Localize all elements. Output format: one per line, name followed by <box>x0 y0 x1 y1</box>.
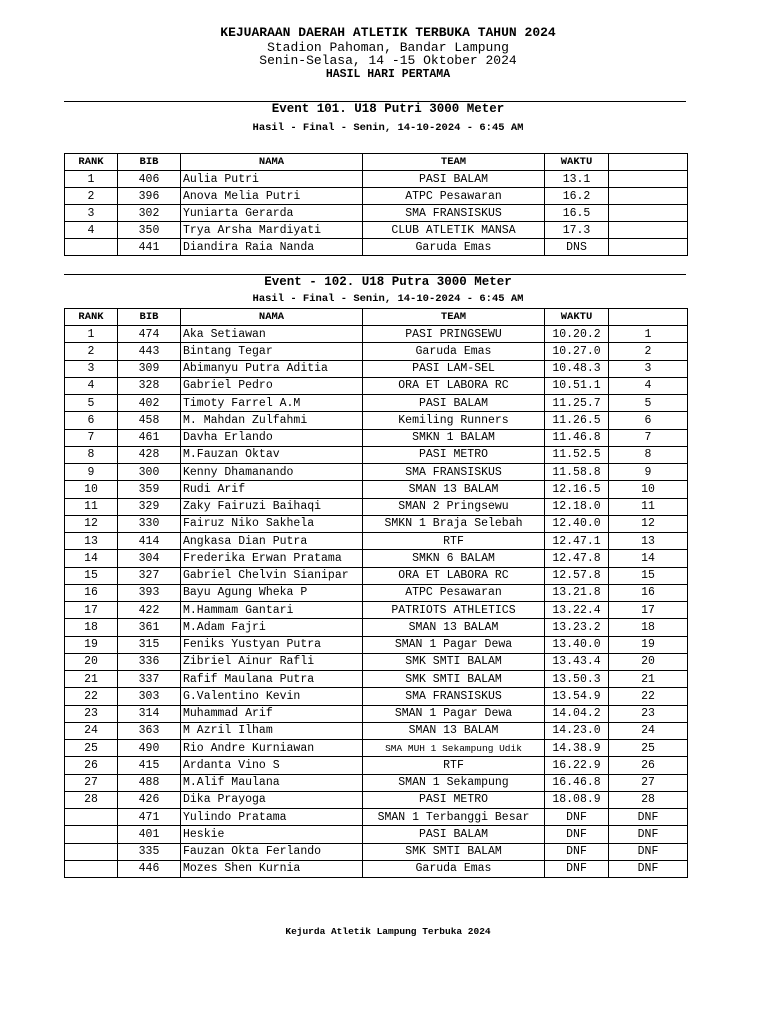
rank-cell: 1 <box>65 326 118 343</box>
event1-subtitle: Hasil - Final - Senin, 14-10-2024 - 6:45 AM <box>252 122 524 134</box>
place-cell: DNF <box>609 826 688 843</box>
bib-cell: 458 <box>118 412 181 429</box>
bib-cell: 471 <box>118 809 181 826</box>
place-cell: 15 <box>609 567 688 584</box>
name-cell: Fairuz Niko Sakhela <box>181 515 363 532</box>
table-row <box>65 843 688 860</box>
bib-cell: 327 <box>118 567 181 584</box>
table-row <box>65 498 688 515</box>
rank-cell: 17 <box>65 602 118 619</box>
bib-cell: 441 <box>118 239 181 256</box>
name-cell: Gabriel Pedro <box>181 377 363 394</box>
time-cell: 11.26.5 <box>545 412 609 429</box>
team-cell: PASI PRINGSEWU <box>363 326 545 343</box>
place-cell: DNF <box>609 843 688 860</box>
table-header-row <box>65 309 688 326</box>
place-cell: 7 <box>609 429 688 446</box>
place-cell: 8 <box>609 446 688 463</box>
day-label: HASIL HARI PERTAMA <box>325 68 451 81</box>
rank-cell <box>65 860 118 877</box>
table-row <box>65 688 688 705</box>
time-cell: 14.38.9 <box>545 740 609 757</box>
team-cell: PATRIOTS ATHLETICS <box>363 602 545 619</box>
column-header: RANK <box>65 309 118 326</box>
table-row <box>65 171 688 188</box>
table-row <box>65 360 688 377</box>
time-cell: 16.5 <box>545 205 609 222</box>
bib-cell: 302 <box>118 205 181 222</box>
name-cell: Feniks Yustyan Putra <box>181 636 363 653</box>
time-cell: 10.51.1 <box>545 377 609 394</box>
column-header: TEAM <box>363 154 545 171</box>
name-cell: Fauzan Okta Ferlando <box>181 843 363 860</box>
rank-cell: 26 <box>65 757 118 774</box>
time-cell: 13.1 <box>545 171 609 188</box>
bib-cell: 402 <box>118 395 181 412</box>
bib-cell: 488 <box>118 774 181 791</box>
table-row <box>65 722 688 739</box>
team-cell: SMK SMTI BALAM <box>363 671 545 688</box>
venue-line: Stadion Pahoman, Bandar Lampung <box>267 40 509 55</box>
place-cell: 12 <box>609 515 688 532</box>
team-cell: SMA FRANSISKUS <box>363 464 545 481</box>
team-cell: SMAN 1 Pagar Dewa <box>363 636 545 653</box>
place-cell: DNF <box>609 809 688 826</box>
rank-cell: 4 <box>65 222 118 239</box>
place-cell: 27 <box>609 774 688 791</box>
place-cell: 10 <box>609 481 688 498</box>
team-cell: RTF <box>363 757 545 774</box>
team-cell: PASI BALAM <box>363 395 545 412</box>
place-cell <box>609 222 688 239</box>
rank-cell <box>65 809 118 826</box>
event1-title: Event 101. U18 Putri 3000 Meter <box>271 102 505 116</box>
bib-cell: 336 <box>118 653 181 670</box>
table-row <box>65 774 688 791</box>
rank-cell <box>65 843 118 860</box>
bib-cell: 443 <box>118 343 181 360</box>
bib-cell: 428 <box>118 446 181 463</box>
place-cell: 6 <box>609 412 688 429</box>
team-cell: SMAN 2 Pringsewu <box>363 498 545 515</box>
time-cell: 16.2 <box>545 188 609 205</box>
rank-cell: 3 <box>65 360 118 377</box>
time-cell: 14.23.0 <box>545 722 609 739</box>
table-row <box>65 446 688 463</box>
time-cell: 12.47.1 <box>545 533 609 550</box>
bib-cell: 414 <box>118 533 181 550</box>
column-header <box>609 154 688 171</box>
time-cell: 10.20.2 <box>545 326 609 343</box>
rank-cell: 11 <box>65 498 118 515</box>
rank-cell: 25 <box>65 740 118 757</box>
name-cell: Zibriel Ainur Rafli <box>181 653 363 670</box>
rank-cell <box>65 239 118 256</box>
column-header <box>609 309 688 326</box>
table-row <box>65 757 688 774</box>
rank-cell: 2 <box>65 188 118 205</box>
team-cell: SMK SMTI BALAM <box>363 843 545 860</box>
table-row <box>65 826 688 843</box>
team-cell: Garuda Emas <box>363 239 545 256</box>
team-cell: SMKN 1 Braja Selebah <box>363 515 545 532</box>
time-cell: 14.04.2 <box>545 705 609 722</box>
bib-cell: 396 <box>118 188 181 205</box>
time-cell: 13.43.4 <box>545 653 609 670</box>
event2-title: Event - 102. U18 Putra 3000 Meter <box>264 275 512 289</box>
time-cell: 13.54.9 <box>545 688 609 705</box>
time-cell: 16.46.8 <box>545 774 609 791</box>
name-cell: Ardanta Vino S <box>181 757 363 774</box>
name-cell: M.Hammam Gantari <box>181 602 363 619</box>
team-cell: SMKN 1 BALAM <box>363 429 545 446</box>
table-row <box>65 619 688 636</box>
team-cell: SMAN 1 Terbanggi Besar <box>363 809 545 826</box>
name-cell: M.Fauzan Oktav <box>181 446 363 463</box>
name-cell: Mozes Shen Kurnia <box>181 860 363 877</box>
bib-cell: 401 <box>118 826 181 843</box>
bib-cell: 328 <box>118 377 181 394</box>
name-cell: Yulindo Pratama <box>181 809 363 826</box>
column-header: WAKTU <box>545 154 609 171</box>
team-cell: PASI BALAM <box>363 171 545 188</box>
team-cell: SMAN 13 BALAM <box>363 481 545 498</box>
rank-cell: 4 <box>65 377 118 394</box>
name-cell: Trya Arsha Mardiyati <box>181 222 363 239</box>
place-cell: 19 <box>609 636 688 653</box>
time-cell: 12.16.5 <box>545 481 609 498</box>
bib-cell: 315 <box>118 636 181 653</box>
table-row <box>65 464 688 481</box>
bib-cell: 330 <box>118 515 181 532</box>
bib-cell: 461 <box>118 429 181 446</box>
time-cell: 10.48.3 <box>545 360 609 377</box>
bib-cell: 314 <box>118 705 181 722</box>
time-cell: DNF <box>545 826 609 843</box>
team-cell: ORA ET LABORA RC <box>363 377 545 394</box>
event2-results-table <box>64 308 688 878</box>
time-cell: 13.22.4 <box>545 602 609 619</box>
rank-cell: 20 <box>65 653 118 670</box>
name-cell: Abimanyu Putra Aditia <box>181 360 363 377</box>
place-cell <box>609 239 688 256</box>
name-cell: Kenny Dhamanando <box>181 464 363 481</box>
team-cell: PASI BALAM <box>363 826 545 843</box>
rank-cell <box>65 826 118 843</box>
rank-cell: 24 <box>65 722 118 739</box>
team-cell: RTF <box>363 533 545 550</box>
table-row <box>65 239 688 256</box>
team-cell: SMK SMTI BALAM <box>363 653 545 670</box>
table-row <box>65 533 688 550</box>
place-cell: 28 <box>609 791 688 808</box>
bib-cell: 490 <box>118 740 181 757</box>
name-cell: M.Alif Maulana <box>181 774 363 791</box>
document-title: KEJUARAAN DAERAH ATLETIK TERBUKA TAHUN 2024 <box>220 25 556 40</box>
place-cell: 1 <box>609 326 688 343</box>
team-cell: SMA FRANSISKUS <box>363 205 545 222</box>
rank-cell: 9 <box>65 464 118 481</box>
table-row <box>65 602 688 619</box>
place-cell: 5 <box>609 395 688 412</box>
team-cell: ORA ET LABORA RC <box>363 567 545 584</box>
rank-cell: 5 <box>65 395 118 412</box>
team-cell: ATPC Pesawaran <box>363 188 545 205</box>
bib-cell: 474 <box>118 326 181 343</box>
event1-results-table <box>64 153 688 256</box>
team-cell: Garuda Emas <box>363 860 545 877</box>
rank-cell: 1 <box>65 171 118 188</box>
time-cell: 18.08.9 <box>545 791 609 808</box>
name-cell: Yuniarta Gerarda <box>181 205 363 222</box>
place-cell <box>609 188 688 205</box>
table-row <box>65 429 688 446</box>
time-cell: 13.40.0 <box>545 636 609 653</box>
column-header: BIB <box>118 154 181 171</box>
name-cell: Timoty Farrel A.M <box>181 395 363 412</box>
rank-cell: 15 <box>65 567 118 584</box>
bib-cell: 361 <box>118 619 181 636</box>
rank-cell: 10 <box>65 481 118 498</box>
team-cell: CLUB ATLETIK MANSA <box>363 222 545 239</box>
bib-cell: 406 <box>118 171 181 188</box>
bib-cell: 415 <box>118 757 181 774</box>
time-cell: 11.52.5 <box>545 446 609 463</box>
table-row <box>65 550 688 567</box>
rank-cell: 3 <box>65 205 118 222</box>
time-cell: DNF <box>545 860 609 877</box>
place-cell: 20 <box>609 653 688 670</box>
bib-cell: 337 <box>118 671 181 688</box>
name-cell: Dika Prayoga <box>181 791 363 808</box>
team-cell: Kemiling Runners <box>363 412 545 429</box>
rank-cell: 18 <box>65 619 118 636</box>
place-cell: 4 <box>609 377 688 394</box>
name-cell: Rio Andre Kurniawan <box>181 740 363 757</box>
column-header: NAMA <box>181 154 363 171</box>
rank-cell: 2 <box>65 343 118 360</box>
time-cell: DNS <box>545 239 609 256</box>
bib-cell: 303 <box>118 688 181 705</box>
place-cell: 22 <box>609 688 688 705</box>
name-cell: Heskie <box>181 826 363 843</box>
time-cell: DNF <box>545 843 609 860</box>
team-cell: SMA FRANSISKUS <box>363 688 545 705</box>
time-cell: 10.27.0 <box>545 343 609 360</box>
name-cell: Gabriel Chelvin Sianipar <box>181 567 363 584</box>
rank-cell: 19 <box>65 636 118 653</box>
name-cell: Zaky Fairuzi Baihaqi <box>181 498 363 515</box>
place-cell: 21 <box>609 671 688 688</box>
place-cell: 17 <box>609 602 688 619</box>
team-cell: SMKN 6 BALAM <box>363 550 545 567</box>
rank-cell: 7 <box>65 429 118 446</box>
dates-line: Senin-Selasa, 14 -15 Oktober 2024 <box>259 53 517 68</box>
column-header: BIB <box>118 309 181 326</box>
bib-cell: 426 <box>118 791 181 808</box>
column-header: WAKTU <box>545 309 609 326</box>
place-cell: 13 <box>609 533 688 550</box>
team-cell: SMAN 1 Pagar Dewa <box>363 705 545 722</box>
name-cell: Rafif Maulana Putra <box>181 671 363 688</box>
place-cell: 16 <box>609 584 688 601</box>
place-cell <box>609 205 688 222</box>
team-cell: Garuda Emas <box>363 343 545 360</box>
time-cell: 17.3 <box>545 222 609 239</box>
table-row <box>65 740 688 757</box>
table-row <box>65 395 688 412</box>
table-row <box>65 412 688 429</box>
name-cell: G.Valentino Kevin <box>181 688 363 705</box>
time-cell: 11.25.7 <box>545 395 609 412</box>
bib-cell: 359 <box>118 481 181 498</box>
team-cell: ATPC Pesawaran <box>363 584 545 601</box>
name-cell: Aka Setiawan <box>181 326 363 343</box>
event2-subtitle: Hasil - Final - Senin, 14-10-2024 - 6:45 AM <box>252 293 524 305</box>
name-cell: Frederika Erwan Pratama <box>181 550 363 567</box>
place-cell: DNF <box>609 860 688 877</box>
team-cell: SMA MUH 1 Sekampung Udik <box>363 740 545 757</box>
name-cell: M Azril Ilham <box>181 722 363 739</box>
table-row <box>65 377 688 394</box>
rank-cell: 22 <box>65 688 118 705</box>
rank-cell: 6 <box>65 412 118 429</box>
column-header: RANK <box>65 154 118 171</box>
team-cell: SMAN 13 BALAM <box>363 722 545 739</box>
rank-cell: 14 <box>65 550 118 567</box>
time-cell: 13.23.2 <box>545 619 609 636</box>
rank-cell: 13 <box>65 533 118 550</box>
place-cell: 26 <box>609 757 688 774</box>
time-cell: 11.46.8 <box>545 429 609 446</box>
bib-cell: 309 <box>118 360 181 377</box>
rank-cell: 27 <box>65 774 118 791</box>
name-cell: Davha Erlando <box>181 429 363 446</box>
rank-cell: 12 <box>65 515 118 532</box>
rank-cell: 21 <box>65 671 118 688</box>
place-cell: 25 <box>609 740 688 757</box>
place-cell: 11 <box>609 498 688 515</box>
place-cell <box>609 171 688 188</box>
table-row <box>65 791 688 808</box>
table-row <box>65 636 688 653</box>
bib-cell: 329 <box>118 498 181 515</box>
team-cell: PASI METRO <box>363 791 545 808</box>
team-cell: SMAN 1 Sekampung <box>363 774 545 791</box>
name-cell: Bintang Tegar <box>181 343 363 360</box>
time-cell: DNF <box>545 809 609 826</box>
rank-cell: 16 <box>65 584 118 601</box>
time-cell: 12.57.8 <box>545 567 609 584</box>
table-row <box>65 705 688 722</box>
time-cell: 12.18.0 <box>545 498 609 515</box>
name-cell: Muhammad Arif <box>181 705 363 722</box>
name-cell: M.Adam Fajri <box>181 619 363 636</box>
bib-cell: 350 <box>118 222 181 239</box>
time-cell: 11.58.8 <box>545 464 609 481</box>
rank-cell: 23 <box>65 705 118 722</box>
name-cell: Aulia Putri <box>181 171 363 188</box>
table-row <box>65 515 688 532</box>
table-row <box>65 653 688 670</box>
table-row <box>65 809 688 826</box>
table-row <box>65 860 688 877</box>
team-cell: PASI METRO <box>363 446 545 463</box>
table-row <box>65 343 688 360</box>
bib-cell: 393 <box>118 584 181 601</box>
team-cell: SMAN 13 BALAM <box>363 619 545 636</box>
time-cell: 12.47.8 <box>545 550 609 567</box>
name-cell: Bayu Agung Wheka P <box>181 584 363 601</box>
place-cell: 23 <box>609 705 688 722</box>
time-cell: 13.50.3 <box>545 671 609 688</box>
time-cell: 12.40.0 <box>545 515 609 532</box>
name-cell: Angkasa Dian Putra <box>181 533 363 550</box>
place-cell: 9 <box>609 464 688 481</box>
name-cell: Diandira Raia Nanda <box>181 239 363 256</box>
bib-cell: 422 <box>118 602 181 619</box>
table-row <box>65 481 688 498</box>
table-row <box>65 671 688 688</box>
table-row <box>65 326 688 343</box>
bib-cell: 300 <box>118 464 181 481</box>
bib-cell: 335 <box>118 843 181 860</box>
column-header: NAMA <box>181 309 363 326</box>
name-cell: M. Mahdan Zulfahmi <box>181 412 363 429</box>
team-cell: PASI LAM-SEL <box>363 360 545 377</box>
name-cell: Anova Melia Putri <box>181 188 363 205</box>
name-cell: Rudi Arif <box>181 481 363 498</box>
bib-cell: 363 <box>118 722 181 739</box>
table-row <box>65 584 688 601</box>
table-row <box>65 205 688 222</box>
column-header: TEAM <box>363 309 545 326</box>
time-cell: 16.22.9 <box>545 757 609 774</box>
place-cell: 18 <box>609 619 688 636</box>
place-cell: 3 <box>609 360 688 377</box>
bib-cell: 446 <box>118 860 181 877</box>
place-cell: 14 <box>609 550 688 567</box>
rank-cell: 28 <box>65 791 118 808</box>
table-row <box>65 567 688 584</box>
rank-cell: 8 <box>65 446 118 463</box>
place-cell: 24 <box>609 722 688 739</box>
place-cell: 2 <box>609 343 688 360</box>
bib-cell: 304 <box>118 550 181 567</box>
page-footer: Kejurda Atletik Lampung Terbuka 2024 <box>285 926 491 937</box>
table-header-row <box>65 154 688 171</box>
time-cell: 13.21.8 <box>545 584 609 601</box>
table-row <box>65 188 688 205</box>
table-row <box>65 222 688 239</box>
